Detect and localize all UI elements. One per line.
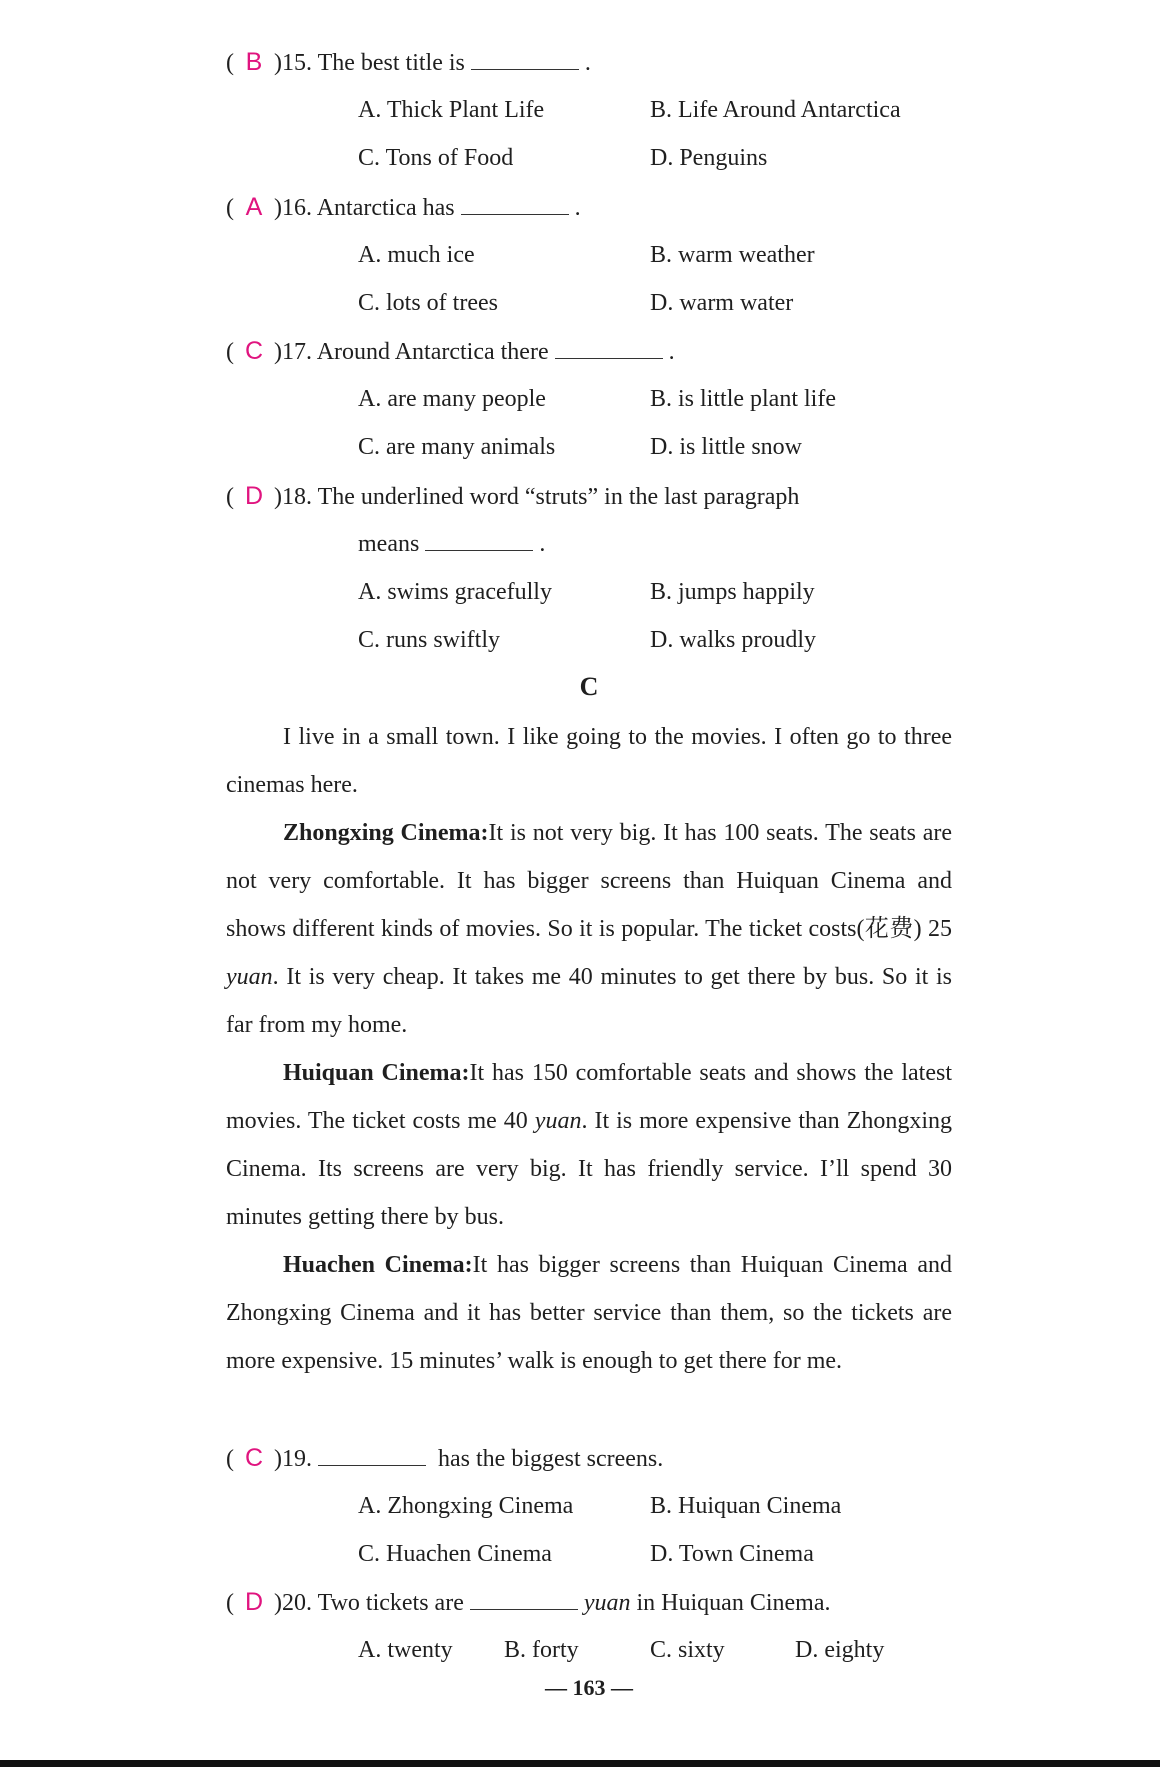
- option: B. warm weather: [650, 242, 815, 268]
- answer-blank: [470, 1589, 578, 1610]
- question-20: ( D )20. Two tickets are yuan in Huiquan Cinema.: [226, 1588, 831, 1616]
- option: C. runs swiftly: [358, 627, 501, 653]
- option: D. Town Cinema: [650, 1541, 814, 1567]
- option: C. are many animals: [358, 434, 556, 460]
- answer-blank: [425, 530, 533, 551]
- option: A. swims gracefully: [358, 579, 552, 605]
- option: C. Tons of Food: [358, 145, 514, 171]
- huiquan-paragraph: Huiquan Cinema:It has 150 comfortable seats and shows the latest movies. The ticket costs me 40 yuan. It is more expensive than Zhongxing Cinema. Its screens are very big. It has friendly service. I’ll spend 30 minutes getting there by bus.: [226, 1060, 952, 1230]
- answer-20: D: [244, 1588, 264, 1616]
- option: C. lots of trees: [358, 290, 498, 316]
- bottom-border: [0, 1760, 1160, 1767]
- option: D. warm water: [650, 290, 794, 316]
- cinema-name: Huachen Cinema: [283, 1252, 465, 1278]
- question-18-continued: means .: [358, 531, 546, 557]
- answer-blank: [318, 1445, 426, 1466]
- option: B. jumps happily: [650, 579, 815, 605]
- answer-19: C: [244, 1444, 264, 1472]
- question-17: ( C )17. Around Antarctica there .: [226, 337, 675, 365]
- question-19: ( C )19. has the biggest screens.: [226, 1444, 664, 1472]
- option: B. is little plant life: [650, 386, 836, 412]
- answer-18: D: [244, 482, 264, 510]
- answer-blank: [461, 194, 569, 215]
- cinema-name: Zhongxing Cinema: [283, 820, 481, 846]
- option: A. are many people: [358, 386, 546, 412]
- option: B. Life Around Antarctica: [650, 97, 901, 123]
- answer-17: C: [244, 337, 264, 365]
- page-number: — 163 —: [545, 1675, 633, 1700]
- zhongxing-paragraph: Zhongxing Cinema:It is not very big. It has 100 seats. The seats are not very comfortable. It has bigger screens than Huiquan Cinema and shows different kinds of movies. So it is popular. The ticket costs(花费) 25 yuan. It is very cheap. It takes me 40 minutes to get there by bus. So it is far from my home.: [226, 820, 953, 1038]
- option: A. twenty: [358, 1637, 453, 1663]
- cinema-name: Huiquan Cinema: [283, 1060, 462, 1086]
- option: B. forty: [504, 1637, 579, 1663]
- section-heading: C: [579, 672, 599, 701]
- answer-blank: [471, 49, 579, 70]
- option: D. eighty: [795, 1637, 885, 1663]
- option: A. Zhongxing Cinema: [358, 1493, 574, 1519]
- option: A. much ice: [358, 242, 475, 268]
- option: D. walks proudly: [650, 627, 816, 653]
- question-16: ( A )16. Antarctica has .: [226, 193, 581, 221]
- answer-15: B: [245, 48, 263, 76]
- option: D. Penguins: [650, 145, 768, 171]
- option: A. Thick Plant Life: [358, 97, 545, 123]
- question-18: ( D )18. The underlined word “struts” in the last paragraph: [226, 482, 800, 510]
- option: D. is little snow: [650, 434, 803, 460]
- intro-paragraph: I live in a small town. I like going to the movies. I often go to three cinemas here.: [226, 724, 952, 798]
- huachen-paragraph: Huachen Cinema:It has bigger screens than Huiquan Cinema and Zhongxing Cinema and it has better service than them, so the tickets are more expensive. 15 minutes’ walk is enough to get there for me.: [226, 1252, 952, 1374]
- option: B. Huiquan Cinema: [650, 1493, 842, 1519]
- option: C. sixty: [650, 1637, 725, 1663]
- answer-blank: [555, 338, 663, 359]
- option: C. Huachen Cinema: [358, 1541, 552, 1567]
- answer-16: A: [245, 193, 263, 221]
- question-15: ( B )15. The best title is .: [226, 48, 591, 76]
